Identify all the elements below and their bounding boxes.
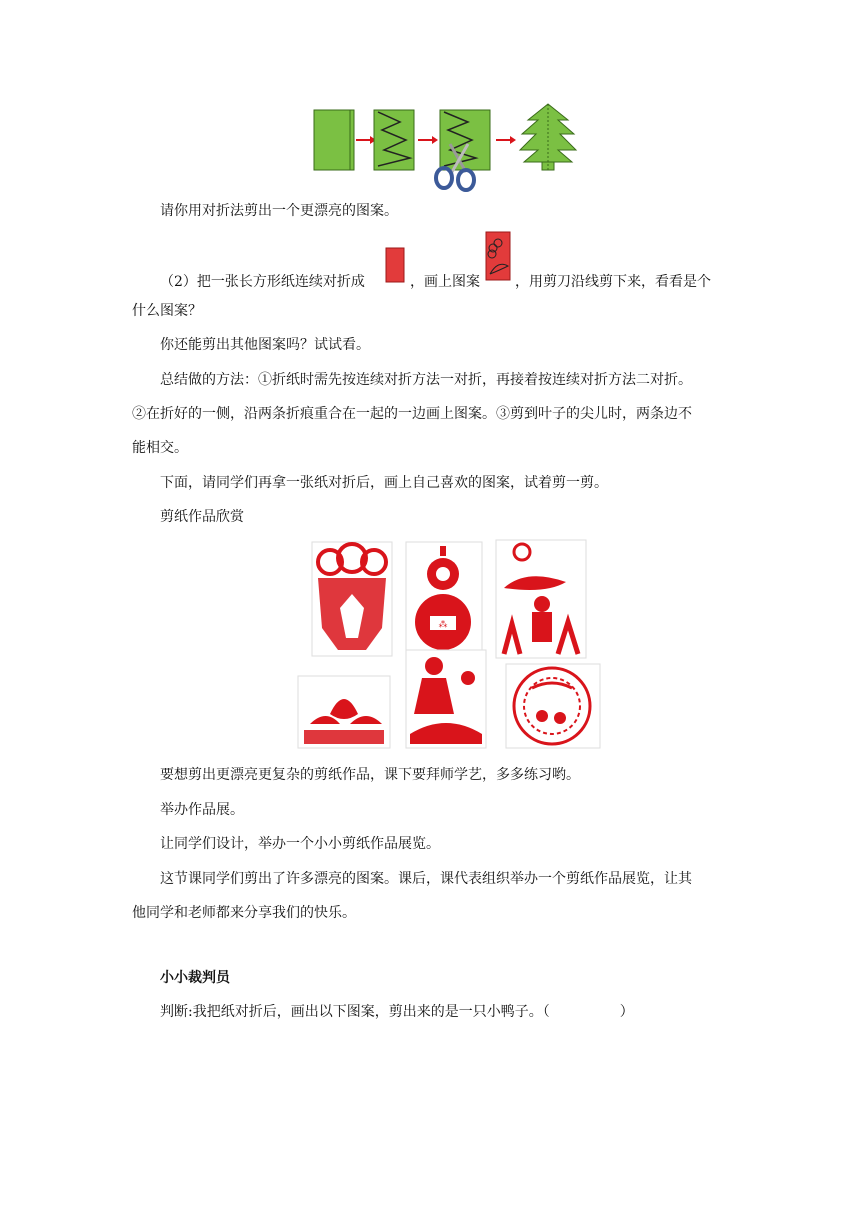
step-2-text-a: （2）把一张长方形纸连续对折成 [160, 274, 365, 290]
paragraph-try-again: 下面，请同学们再拿一张纸对折后，画上自己喜欢的图案，试着剪一剪。 [160, 475, 608, 491]
section-heading-judge: 小小裁判员 [160, 970, 230, 986]
papercut-flower-basket [312, 542, 392, 656]
paragraph-gallery-title: 剪纸作品欣赏 [160, 509, 244, 525]
paragraph-method-line-1: 总结做的方法：①折纸时需先按连续对折方法一对折，再接着按连续对折方法二对折。 [160, 372, 692, 388]
folded-red-paper-icon [384, 246, 406, 286]
paragraph-exhibition: 举办作品展。 [160, 802, 244, 818]
svg-text:⁂: ⁂ [438, 620, 448, 630]
paragraph-summary-line-2: 他同学和老师都来分享我们的快乐。 [132, 905, 356, 921]
paragraph-try-other: 你还能剪出其他图案吗？试试看。 [160, 337, 370, 353]
paragraph-instruction: 请你用对折法剪出一个更漂亮的图案。 [160, 203, 398, 219]
papercut-lotus [298, 676, 390, 748]
papercut-round-pattern [506, 664, 600, 748]
step-2-text-c: ，用剪刀沿线剪下来，看看是个 [515, 274, 711, 290]
step-2-text-b: ，画上图案 [410, 274, 480, 290]
papercut-child-and-sun [496, 540, 586, 658]
papercut-girl-with-lotus [406, 650, 486, 748]
tree-folding-diagram [300, 100, 590, 195]
paragraph-method-line-3: 能相交。 [132, 440, 188, 456]
papercut-gourd [406, 542, 482, 658]
paper-cut-gallery [296, 538, 601, 750]
paragraph-summary-line-1: 这节课同学们剪出了许多漂亮的图案。课后，课代表组织举办一个剪纸作品展览，让其 [160, 871, 692, 887]
paragraph-folding-step-2 [160, 228, 760, 288]
paragraph-design-exhibition: 让同学们设计，举办一个小小剪纸作品展览。 [160, 836, 440, 852]
paragraph-practice: 要想剪出更漂亮更复杂的剪纸作品，课下要拜师学艺，多多练习哟。 [160, 767, 580, 783]
step-2-text-d: 什么图案？ [132, 303, 202, 319]
paragraph-judgement-question: 判断:我把纸对折后，画出以下图案，剪出来的是一只小鸭子。（ ） [160, 1004, 634, 1020]
paragraph-method-line-2: ②在折好的一侧，沿两条折痕重合在一起的一边画上图案。③剪到叶子的尖儿时，两条边不 [132, 406, 692, 422]
flower-pattern-icon [484, 230, 514, 284]
